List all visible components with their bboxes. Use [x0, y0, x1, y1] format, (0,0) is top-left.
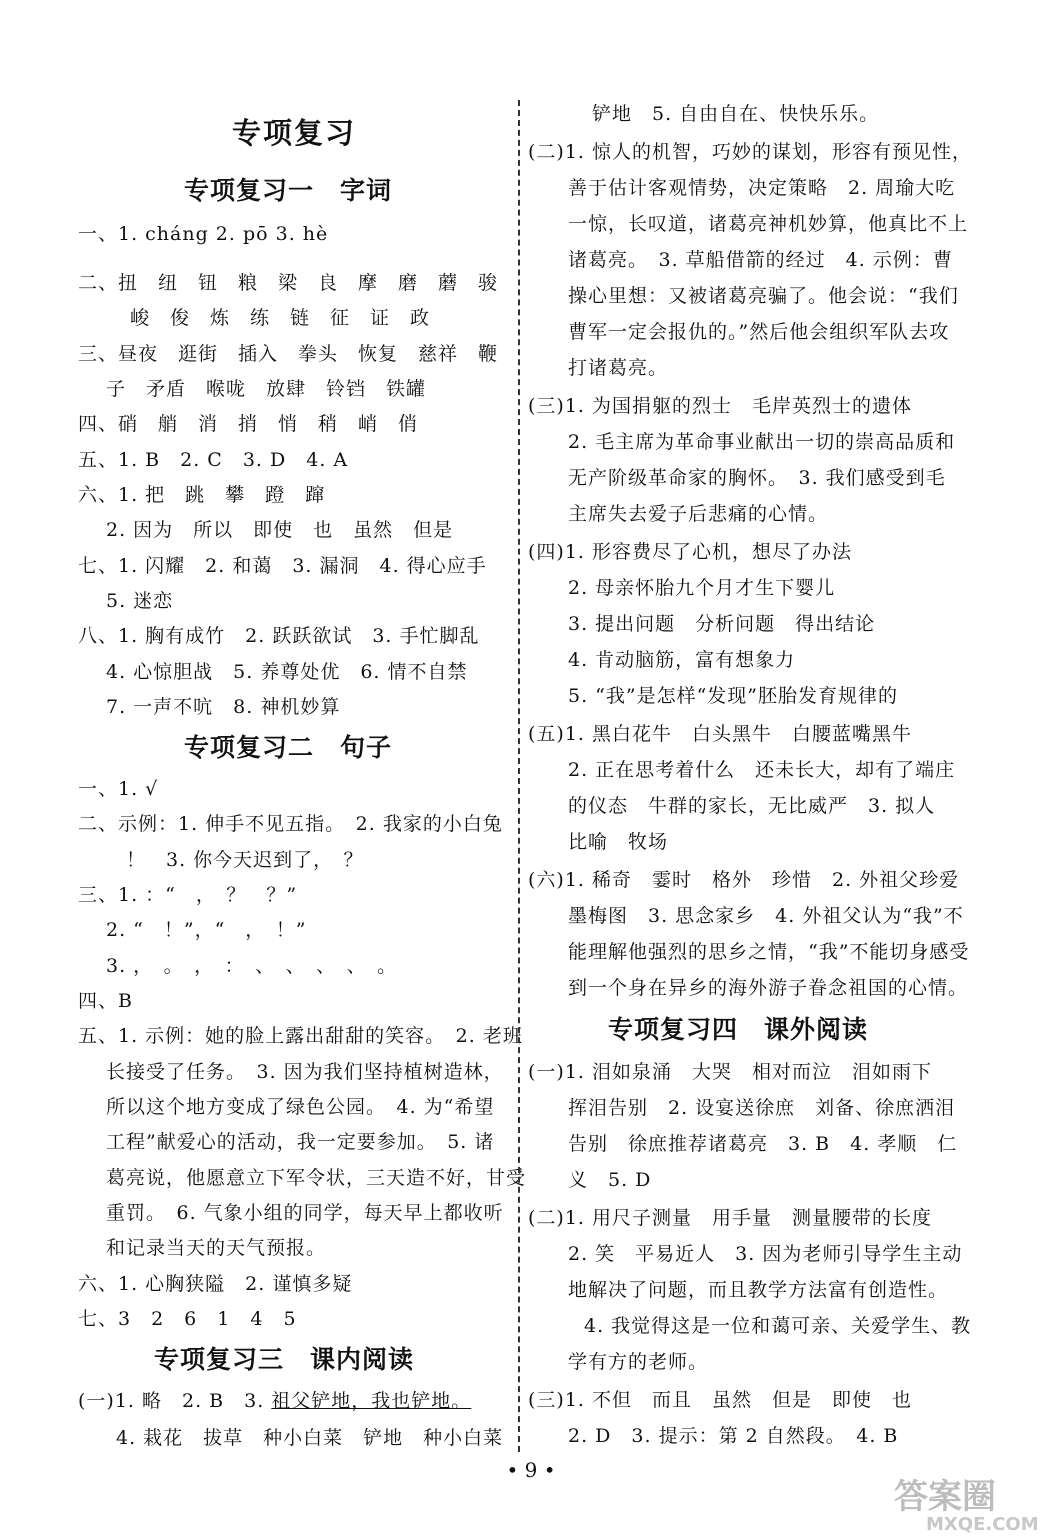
answer-line: 比喻 牧场	[568, 831, 669, 853]
answer-line: 2. D 3. 提示：第 2 自然段。 4. B	[568, 1425, 899, 1447]
answer-line: 六、1. 心胸狭隘 2. 谨慎多疑	[78, 1273, 353, 1295]
answer-line: 2. 毛主席为革命事业献出一切的崇高品质和	[568, 431, 956, 453]
answer-line: (五)1. 黑白花牛 白头黑牛 白腰蓝嘴黑牛	[528, 723, 912, 745]
answer-line: 五、1. B 2. C 3. D 4. A	[78, 449, 349, 471]
answer-line: 能理解他强烈的思乡之情，“我”不能切身感受	[568, 941, 970, 963]
answer-line: 到一个身在异乡的海外游子眷念祖国的心情。	[568, 977, 969, 999]
answer-line: 的仪态 牛群的家长，无比威严 3. 拟人	[568, 795, 936, 817]
page-number: • 9 •	[506, 1458, 556, 1482]
answer-line: 主席失去爱子后悲痛的心情。	[568, 503, 829, 525]
answer-line: 5. “我”是怎样“发现”胚胎发育规律的	[568, 685, 899, 707]
answer-line: 六、1. 把 跳 攀 蹬 蹿	[78, 484, 326, 506]
section-title-4: 专项复习四 课外阅读	[608, 1015, 869, 1044]
answer-line: 四、B	[78, 990, 133, 1012]
answer-line: 4. 我觉得这是一位和蔼可亲、关爱学生、教	[584, 1315, 972, 1337]
answer-line: 善于估计客观情势，决定策略 2. 周瑜大吃	[568, 177, 956, 199]
answer-line: 四、硝 艄 消 捎 悄 稍 峭 俏	[78, 413, 419, 435]
answer-line: ！ 3. 你今天迟到了， ？	[126, 849, 364, 871]
answer-line: (一)1. 泪如泉涌 大哭 相对而泣 泪如雨下	[528, 1061, 932, 1083]
underlined-answer: 祖父铲地，我也铲地。	[271, 1390, 472, 1412]
answer-line: 2. “ ！”，“ ， ！”	[106, 919, 307, 941]
answer-line: 曹军一定会报仇的。”然后他会组织军队去攻	[568, 321, 950, 343]
answer-line: 铲地 5. 自由自在、快快乐乐。	[592, 103, 880, 125]
section-title-2: 专项复习二 句子	[184, 733, 393, 762]
answer-line: 2. 笑 平易近人 3. 因为老师引导学生主动	[568, 1243, 963, 1265]
answer-line: 葛亮说，他愿意立下军令状，三天造不好，甘受	[106, 1167, 527, 1189]
answer-line: 八、1. 胸有成竹 2. 跃跃欲试 3. 手忙脚乱	[78, 625, 480, 647]
answer-line: 二、示例：1. 伸手不见五指。 2. 我家的小白兔	[78, 813, 503, 835]
answer-line: 打诸葛亮。	[568, 357, 669, 379]
answer-line: 一、1. cháng 2. pō 3. hè	[78, 223, 329, 245]
answer-line: 七、1. 闪耀 2. 和蔼 3. 漏洞 4. 得心应手	[78, 555, 487, 577]
column-divider	[518, 100, 520, 1452]
watermark-url: MXQE.COM	[926, 1514, 1039, 1534]
answer-line: 学有方的老师。	[568, 1351, 709, 1373]
answer-line: 三、昼夜 逛街 插入 拳头 恢复 慈祥 鞭	[78, 343, 499, 365]
section-title-3: 专项复习三 课内阅读	[154, 1345, 415, 1374]
answer-line: 无产阶级革命家的胸怀。 3. 我们感受到毛	[568, 467, 946, 489]
answer-line: 重罚。 6. 气象小组的同学，每天早上都收听	[106, 1202, 504, 1224]
answer-line: 地解决了问题，而且教学方法富有创造性。	[568, 1279, 949, 1301]
answer-line: 义 5. D	[568, 1169, 652, 1191]
answer-line: (六)1. 稀奇 霎时 格外 珍惜 2. 外祖父珍爱	[528, 869, 960, 891]
answer-line: 4. 心惊胆战 5. 养尊处优 6. 情不自禁	[106, 661, 468, 683]
answer-line: 3. ， 。 ， ： 、 、 、 、 。	[106, 955, 398, 977]
answer-line: 和记录当天的天气预报。	[106, 1237, 327, 1259]
page-title: 专项复习	[232, 116, 357, 150]
answer-line: 2. 因为 所以 即使 也 虽然 但是	[106, 519, 454, 541]
answer-line: 一惊，长叹道，诸葛亮神机妙算，他真比不上	[568, 213, 969, 235]
answer-line: 诸葛亮。 3. 草船借箭的经过 4. 示例：曹	[568, 249, 953, 271]
answer-line: 7. 一声不吭 8. 神机妙算	[106, 696, 341, 718]
watermark-text: 答案圈	[894, 1477, 996, 1517]
answer-line: 4. 栽花 拔草 种小白菜 铲地 种小白菜	[116, 1427, 504, 1449]
answer-line: 墨梅图 3. 思念家乡 4. 外祖父认为“我”不	[568, 905, 964, 927]
answer-line: 操心里想：又被诸葛亮骗了。他会说：“我们	[568, 285, 959, 307]
answer-line	[78, 1389, 471, 1413]
answer-line: 4. 肯动脑筋，富有想象力	[568, 649, 796, 671]
answer-line: (四)1. 形容费尽了心机，想尽了办法	[528, 541, 852, 563]
answer-line: (三)1. 不但 而且 虽然 但是 即使 也	[528, 1389, 912, 1411]
answer-line: 工程”献爱心的活动，我一定要参加。 5. 诸	[106, 1131, 495, 1153]
answer-line: 七、3 2 6 1 4 5	[78, 1308, 297, 1330]
answer-line: 一、1. √	[78, 778, 159, 800]
answer-line: 挥泪告别 2. 设宴送徐庶 刘备、徐庶洒泪	[568, 1097, 956, 1119]
answer-line: 五、1. 示例：她的脸上露出甜甜的笑容。 2. 老班	[78, 1025, 523, 1047]
answer-line: 子 矛盾 喉咙 放肆 铃铛 铁罐	[106, 378, 427, 400]
answer-line: 告别 徐庶推荐诸葛亮 3. B 4. 孝顺 仁	[568, 1133, 958, 1155]
answer-line: 5. 迷恋	[106, 590, 174, 612]
answer-line: 峻 俊 炼 练 链 征 证 政	[130, 307, 431, 329]
answer-line: 长接受了任务。 3. 因为我们坚持植树造林，	[106, 1061, 504, 1083]
answer-line: 2. 正在思考着什么 还未长大，却有了端庄	[568, 759, 956, 781]
answer-line: 三、1. ：“ ， ？ ？”	[78, 884, 298, 906]
answer-line: 所以这个地方变成了绿色公园。 4. 为“希望	[106, 1096, 495, 1118]
answer-line: 2. 母亲怀胎九个月才生下婴儿	[568, 577, 836, 599]
watermark-logo	[886, 1470, 1058, 1534]
answer-text: (一)1. 略 2. B 3.	[78, 1390, 272, 1412]
answer-line: 二、扭 纽 钮 粮 梁 良 摩 磨 蘑 骏	[78, 272, 499, 294]
answer-line: (二)1. 惊人的机智，巧妙的谋划，形容有预见性，	[528, 141, 972, 163]
answer-line: 3. 提出问题 分析问题 得出结论	[568, 613, 876, 635]
section-title-1: 专项复习一 字词	[184, 176, 393, 205]
answer-line: (三)1. 为国捐躯的烈士 毛岸英烈士的遗体	[528, 395, 912, 417]
answer-line: (二)1. 用尺子测量 用手量 测量腰带的长度	[528, 1207, 932, 1229]
